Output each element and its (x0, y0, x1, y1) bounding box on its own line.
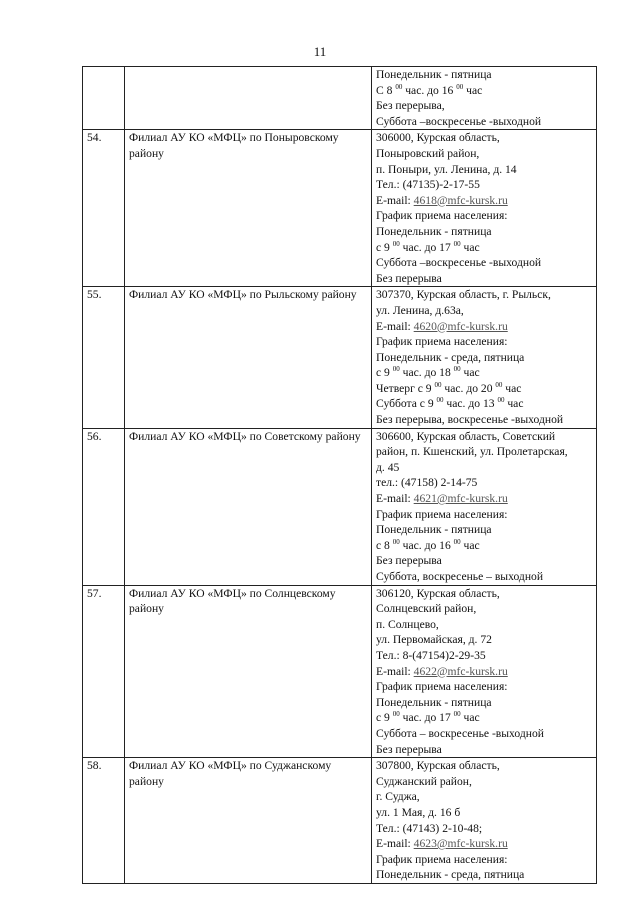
text-fragment: Суббота с 9 (376, 397, 437, 411)
contact-line (376, 319, 593, 335)
contact-line: район, п. Кшенский, ул. Пролетарская, (376, 445, 568, 459)
contact-line: 306120, Курская область, (376, 586, 500, 600)
branch-name: Филиал АУ КО «МФЦ» по Советскому району (125, 428, 372, 585)
text-fragment: с 9 (376, 366, 393, 380)
text-fragment: час (460, 366, 480, 380)
contact-line: Без перерыва (376, 554, 442, 568)
time-superscript: 00 (436, 396, 444, 405)
contact-line (376, 193, 593, 209)
time-superscript: 00 (434, 380, 442, 389)
table-row (83, 758, 597, 884)
text-fragment: час. до 17 (399, 711, 454, 725)
contact-line: Понедельник - пятница (376, 224, 492, 238)
contact-line: График приема населения: (376, 680, 508, 694)
time-superscript: 00 (495, 380, 503, 389)
text-fragment: час (460, 711, 480, 725)
contact-line: Суджанский район, (376, 774, 472, 788)
table-row (83, 130, 597, 287)
contact-line: Без перерыва (376, 742, 442, 756)
time-superscript: 00 (392, 239, 400, 248)
contact-line (376, 381, 593, 397)
table-row (83, 67, 597, 130)
text-fragment: час. до 20 (441, 381, 496, 395)
table-row (83, 585, 597, 758)
contact-line (376, 365, 593, 381)
contact-line (376, 83, 593, 99)
contact-line (376, 491, 593, 507)
text-fragment: час. до 17 (399, 240, 454, 254)
contact-line (376, 836, 593, 852)
contact-line (376, 710, 593, 726)
contact-line: 307370, Курская область, г. Рыльск, (376, 288, 551, 302)
contact-line: Без перерыва (376, 271, 442, 285)
contact-line: Суббота – воскресенье -выходной (376, 726, 544, 740)
contact-line: п. Солнцево, (376, 617, 439, 631)
contact-line: ул. Ленина, д.63а, (376, 303, 464, 317)
contact-line (376, 538, 593, 554)
contact-line: Понедельник - среда, пятница (376, 868, 525, 882)
row-number: 58. (83, 758, 125, 884)
branch-contacts (372, 130, 597, 287)
contact-line: 306000, Курская область, (376, 131, 500, 145)
time-superscript: 00 (392, 537, 400, 546)
contact-line: График приема населения: (376, 335, 508, 349)
contact-line: Суббота –воскресенье -выходной (376, 256, 542, 270)
text-fragment: E-mail: (376, 492, 414, 506)
text-fragment: час. до 16 (402, 83, 457, 97)
text-fragment: с 9 (376, 711, 393, 725)
branch-contacts (372, 428, 597, 585)
contact-line: Без перерыва, воскресенье -выходной (376, 413, 564, 427)
contact-line: Понедельник - пятница (376, 523, 492, 537)
contact-line: г. Суджа, (376, 790, 420, 804)
text-fragment: час. до 16 (399, 538, 454, 552)
contact-line: Понедельник - пятница (376, 695, 492, 709)
branch-contacts (372, 585, 597, 758)
time-superscript: 00 (392, 710, 400, 719)
contact-line: График приема населения: (376, 852, 508, 866)
text-fragment: час. до 13 (443, 397, 498, 411)
branch-contacts (372, 67, 597, 130)
text-fragment: с 9 (376, 240, 393, 254)
branch-name: Филиал АУ КО «МФЦ» по Солнцевскому району (125, 585, 372, 758)
text-fragment: E-mail: (376, 319, 414, 333)
text-fragment: E-mail: (376, 664, 414, 678)
time-superscript: 00 (497, 396, 505, 405)
email-link[interactable]: 4622@mfc-kursk.ru (413, 664, 508, 678)
contact-line: График приема населения: (376, 507, 508, 521)
text-fragment: E-mail: (376, 837, 414, 851)
text-fragment: E-mail: (376, 193, 414, 207)
contact-line: Суббота –воскресенье -выходной (376, 114, 542, 128)
contact-line: тел.: (47158) 2-14-75 (376, 476, 478, 490)
row-number: 55. (83, 287, 125, 428)
page-number: 11 (313, 44, 327, 59)
row-number: 56. (83, 428, 125, 585)
time-superscript: 00 (392, 365, 400, 374)
contact-line (376, 664, 593, 680)
time-superscript: 00 (395, 82, 403, 91)
text-fragment: С 8 (376, 83, 396, 97)
contact-line: Понедельник - пятница (376, 68, 492, 81)
contact-line: Тел.: (47135)-2-17-55 (376, 178, 480, 192)
time-superscript: 00 (453, 239, 461, 248)
email-link[interactable]: 4621@mfc-kursk.ru (413, 492, 508, 506)
contact-line: Солнцевский район, (376, 602, 477, 616)
branch-name: Филиал АУ КО «МФЦ» по Поныровскому району (125, 130, 372, 287)
mfc-branches-table (82, 66, 597, 884)
contact-line (376, 240, 593, 256)
branch-name: Филиал АУ КО «МФЦ» по Рыльскому району (125, 287, 372, 428)
contact-line: ул. Первомайская, д. 72 (376, 633, 492, 647)
email-link[interactable]: 4620@mfc-kursk.ru (413, 319, 508, 333)
text-fragment: час (463, 83, 483, 97)
contact-line: Понедельник - среда, пятница (376, 350, 525, 364)
time-superscript: 00 (453, 537, 461, 546)
contact-line: Поныровский район, (376, 146, 480, 160)
row-number (83, 67, 125, 130)
text-fragment: с 8 (376, 538, 393, 552)
text-fragment: час (502, 381, 522, 395)
branch-contacts (372, 287, 597, 428)
branch-contacts (372, 758, 597, 884)
time-superscript: 00 (453, 710, 461, 719)
time-superscript: 00 (453, 365, 461, 374)
contact-line: п. Поныри, ул. Ленина, д. 14 (376, 162, 517, 176)
contact-line: ул. 1 Мая, д. 16 б (376, 805, 461, 819)
contact-line: 306600, Курская область, Советский (376, 429, 556, 443)
row-number: 57. (83, 585, 125, 758)
contact-line: 307800, Курская область, (376, 759, 500, 773)
contact-line: Суббота, воскресенье – выходной (376, 570, 544, 583)
email-link[interactable]: 4623@mfc-kursk.ru (413, 837, 508, 851)
text-fragment: час (504, 397, 524, 411)
text-fragment: Четверг с 9 (376, 381, 435, 395)
text-fragment: час (460, 538, 480, 552)
email-link[interactable]: 4618@mfc-kursk.ru (413, 193, 508, 207)
table-row (83, 287, 597, 428)
text-fragment: час. до 18 (399, 366, 454, 380)
contact-line: Без перерыва, (376, 99, 445, 113)
contact-line: д. 45 (376, 460, 400, 474)
row-number: 54. (83, 130, 125, 287)
contact-line: Тел.: (47143) 2-10-48; (376, 821, 483, 835)
branch-name (125, 67, 372, 130)
table-row (83, 428, 597, 585)
contact-line: График приема населения: (376, 209, 508, 223)
time-superscript: 00 (456, 82, 464, 91)
text-fragment: час (460, 240, 480, 254)
contact-line (376, 396, 593, 412)
contact-line: Тел.: 8-(47154)2-29-35 (376, 648, 486, 662)
branch-name: Филиал АУ КО «МФЦ» по Суджанскому району (125, 758, 372, 884)
